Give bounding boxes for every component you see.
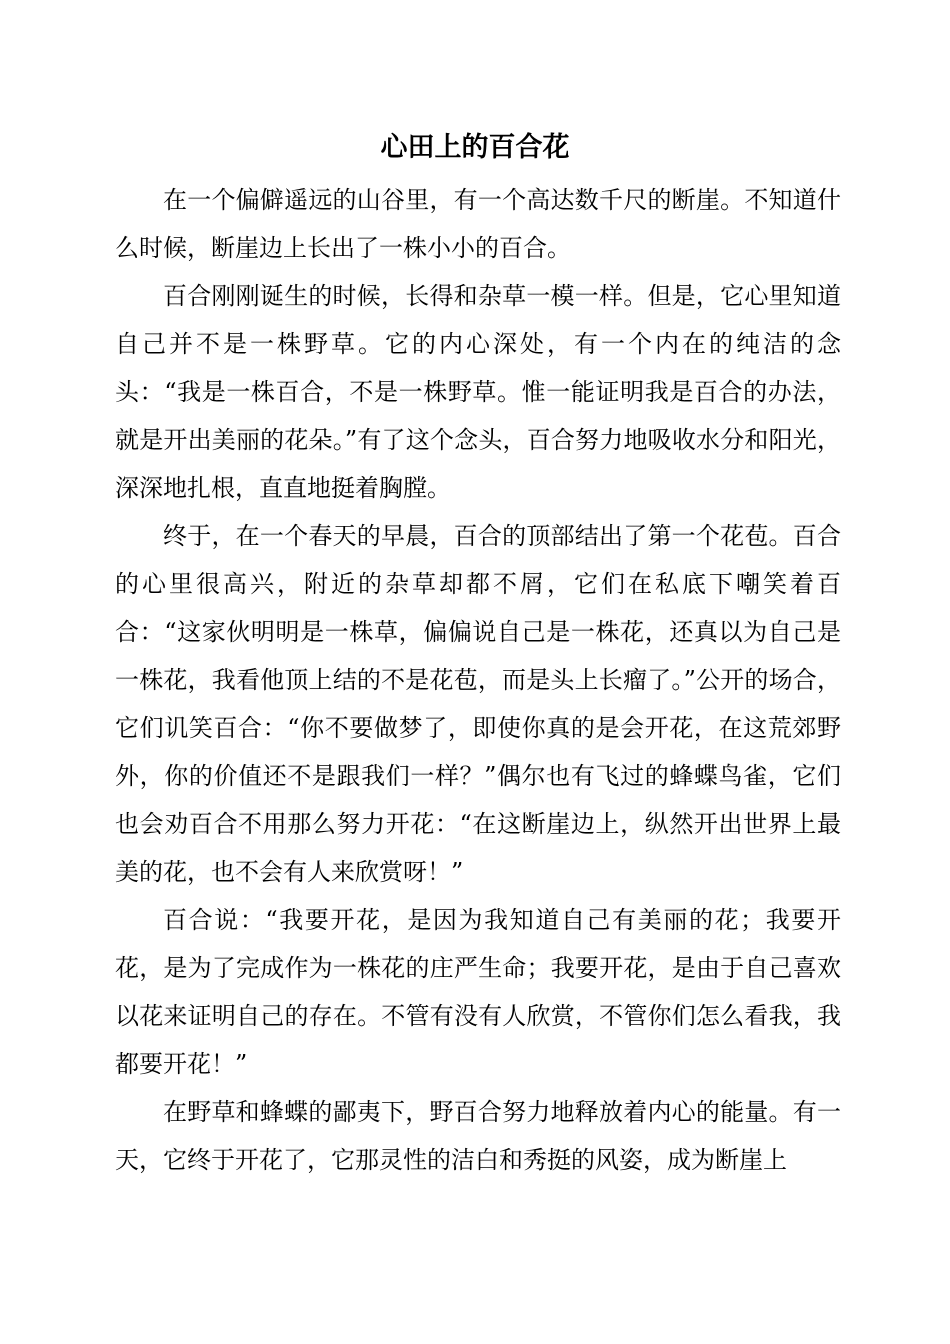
paragraph: 百合刚刚诞生的时候，长得和杂草一模一样。但是，它心里知道自己并不是一株野草。它的内心深处，有一个内在的纯洁的念头：“我是一株百合，不是一株野草。惟一能证明我是百合的办法，就是开出美丽的花朵。”有了这个念头，百合努力地吸收水分和阳光，深深地扎根，直直地挺着胸膛。 [115, 282, 841, 502]
paragraph: 终于，在一个春天的早晨，百合的顶部结出了第一个花苞。百合的心里很高兴，附近的杂草却都不屑，它们在私底下嘲笑着百合：“这家伙明明是一株草，偏偏说自己是一株花，还真以为自己是一株花，我看他顶上结的不是花苞，而是头上长瘤了。”公开的场合，它们讥笑百合：“你不要做梦了，即使你真的是会开花，在这荒郊野外，你的价值还不是跟我们一样？”偶尔也有飞过的蜂蝶鸟雀，它们也会劝百合不用那么努力开花：“在这断崖边上，纵然开出世界上最美的花，也不会有人来欣赏呀！” [115, 522, 841, 886]
paragraph: 百合说：“我要开花，是因为我知道自己有美丽的花；我要开花，是为了完成作为一株花的庄严生命；我要开花，是由于自己喜欢以花来证明自己的存在。不管有没有人欣赏，不管你们怎么看我，我都要开花！” [115, 906, 841, 1078]
paragraph: 在野草和蜂蝶的鄙夷下，野百合努力地释放着内心的能量。有一天，它终于开花了，它那灵性的洁白和秀挺的风姿，成为断崖上 [115, 1098, 841, 1174]
paragraph: 在一个偏僻遥远的山谷里，有一个高达数千尺的断崖。不知道什么时候，断崖边上长出了一株小小的百合。 [115, 186, 841, 262]
document-body [115, 176, 841, 1184]
document-title: 心田上的百合花 [380, 132, 570, 163]
